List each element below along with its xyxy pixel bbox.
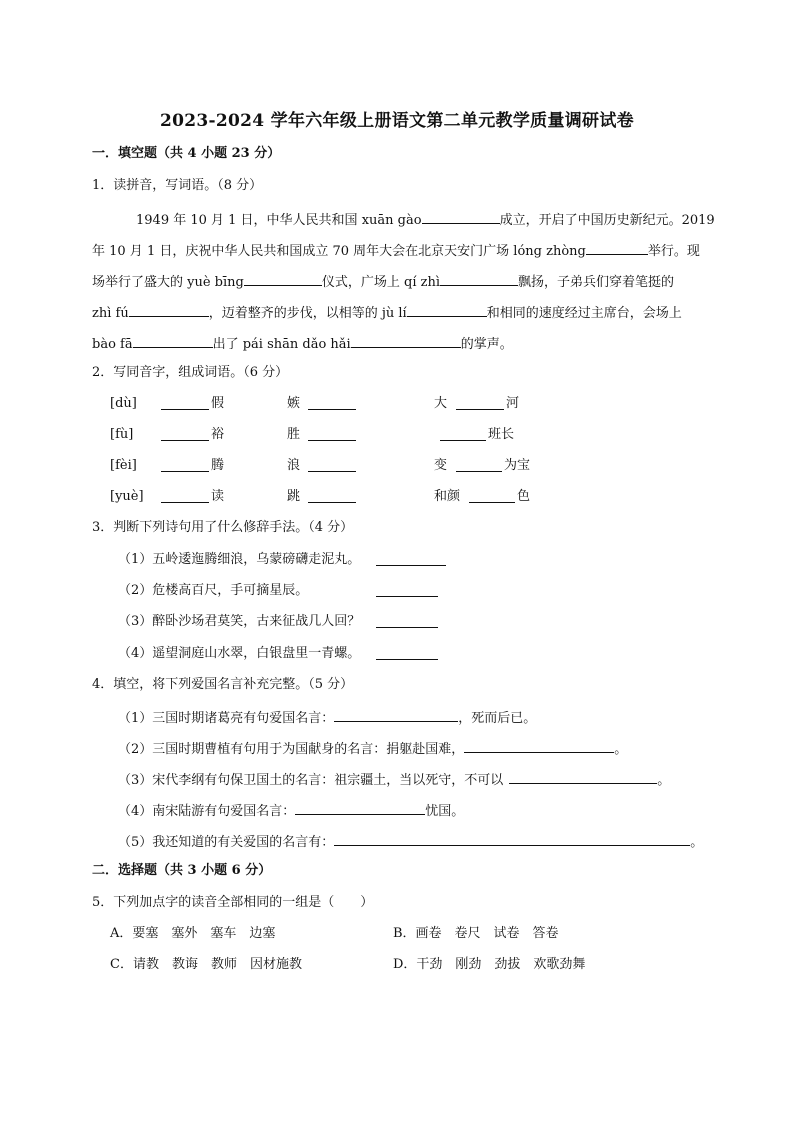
answer-blank[interactable] — [308, 502, 356, 503]
q1-text: zhì fú ，迈着整齐的步伐，以相等的 jù lí 和相同的速度经过主席台，会场上 — [92, 303, 682, 322]
q4-item: （3）宋代李纲有句保卫国土的名言：祖宗疆土，当以死守，不可以 。 — [118, 770, 670, 789]
answer-blank[interactable] — [308, 409, 356, 410]
q3-item: （3）醉卧沙场君莫笑，古来征战几人回？ — [118, 614, 361, 629]
page-title: 2023-2024 学年六年级上册语文第二单元教学质量调研试卷 — [160, 111, 634, 131]
word-char: 裕 — [211, 427, 225, 442]
answer-blank[interactable] — [440, 272, 518, 286]
answer-blank[interactable] — [133, 334, 213, 348]
answer-blank[interactable] — [334, 708, 458, 722]
answer-blank[interactable] — [376, 627, 438, 628]
word-char: 大 — [434, 396, 448, 411]
answer-blank[interactable] — [422, 210, 500, 224]
option-c[interactable]: C．请教 教诲 教师 因材施教 — [110, 957, 302, 972]
pinyin-label: [yuè] — [110, 489, 144, 504]
answer-blank[interactable] — [464, 739, 614, 753]
q4-item: （5）我还知道的有关爱国的名言有： 。 — [118, 832, 703, 851]
answer-blank[interactable] — [456, 471, 502, 472]
q2-heading: 2．写同音字，组成词语。（6 分） — [92, 365, 289, 380]
q5-heading: 5．下列加点字的读音全部相同的一组是（ ） — [92, 895, 374, 910]
word-char: 河 — [506, 396, 520, 411]
q1-text: 1949 年 10 月 1 日，中华人民共和国 xuān gào 成立，开启了中国历史新纪元。2019 — [136, 210, 715, 229]
q1-heading: 1．读拼音，写词语。（8 分） — [92, 178, 263, 193]
word-char: 假 — [211, 396, 225, 411]
pinyin-label: [dù] — [110, 396, 137, 411]
option-a[interactable]: A．要塞 塞外 塞车 边塞 — [110, 926, 276, 941]
answer-blank[interactable] — [376, 565, 446, 566]
answer-blank[interactable] — [376, 659, 438, 660]
word-char: 腾 — [211, 458, 225, 473]
q3-heading: 3．判断下列诗句用了什么修辞手法。（4 分） — [92, 520, 354, 535]
answer-blank[interactable] — [334, 832, 690, 846]
answer-blank[interactable] — [351, 334, 461, 348]
q4-heading: 4．填空，将下列爱国名言补充完整。（5 分） — [92, 677, 354, 692]
answer-blank[interactable] — [376, 596, 438, 597]
answer-blank[interactable] — [161, 502, 209, 503]
q3-item: （1）五岭逶迤腾细浪，乌蒙磅礴走泥丸。 — [118, 552, 361, 567]
q4-item: （1）三国时期诸葛亮有句爱国名言： ，死而后已。 — [118, 708, 536, 727]
answer-blank[interactable] — [509, 770, 657, 784]
q3-item: （4）遥望洞庭山水翠，白银盘里一青螺。 — [118, 646, 361, 661]
word-char: 嫉 — [287, 396, 301, 411]
word-char: 和颜 — [434, 489, 461, 504]
pinyin-label: [fù] — [110, 427, 134, 442]
q1-text: 年 10 月 1 日，庆祝中华人民共和国成立 70 周年大会在北京天安门广场 lóng zhòng 举行。现 — [92, 241, 700, 260]
option-d[interactable]: D．干劲 刚劲 劲拔 欢歌劲舞 — [393, 957, 586, 972]
answer-blank[interactable] — [469, 502, 515, 503]
q4-item: （2）三国时期曹植有句用于为国献身的名言：捐躯赴国难， 。 — [118, 739, 627, 758]
q1-text: bào fā 出了 pái shān dǎo hǎi 的掌声。 — [92, 334, 513, 353]
word-char: 胜 — [287, 427, 301, 442]
word-char: 为宝 — [504, 458, 531, 473]
q1-text: 场举行了盛大的 yuè bīng 仪式，广场上 qí zhì 飘扬，子弟兵们穿着笔挺的 — [92, 272, 674, 291]
option-b[interactable]: B．画卷 卷尺 试卷 答卷 — [393, 926, 559, 941]
word-char: 读 — [211, 489, 225, 504]
answer-blank[interactable] — [129, 303, 209, 317]
answer-blank[interactable] — [244, 272, 322, 286]
answer-blank[interactable] — [161, 440, 209, 441]
answer-blank[interactable] — [407, 303, 487, 317]
answer-blank[interactable] — [161, 409, 209, 410]
answer-blank[interactable] — [440, 440, 486, 441]
word-char: 跳 — [287, 489, 301, 504]
section-choice-heading: 二．选择题（共 3 小题 6 分） — [92, 863, 272, 878]
answer-blank[interactable] — [308, 471, 356, 472]
pinyin-label: [fèi] — [110, 458, 137, 473]
word-char: 班长 — [488, 427, 515, 442]
word-char: 变 — [434, 458, 448, 473]
word-char: 色 — [517, 489, 531, 504]
answer-blank[interactable] — [161, 471, 209, 472]
answer-blank[interactable] — [586, 241, 648, 255]
answer-blank[interactable] — [295, 801, 425, 815]
answer-blank[interactable] — [456, 409, 504, 410]
answer-blank[interactable] — [308, 440, 356, 441]
q3-item: （2）危楼高百尺，手可摘星辰。 — [118, 583, 309, 598]
q4-item: （4）南宋陆游有句爱国名言： 忧国。 — [118, 801, 464, 820]
word-char: 浪 — [287, 458, 301, 473]
section-fill-in-heading: 一．填空题（共 4 小题 23 分） — [92, 146, 281, 161]
